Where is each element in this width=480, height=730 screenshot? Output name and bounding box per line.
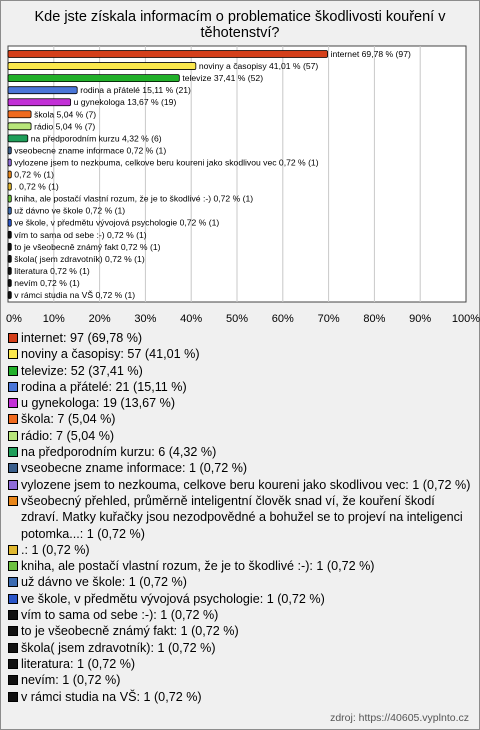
x-tick-label: 10% [42, 313, 65, 325]
bar-label: škola 5,04 % (7) [34, 109, 97, 120]
bar-label: rádio 5,04 % (7) [34, 121, 96, 132]
x-tick-label: 20% [88, 313, 111, 325]
legend-item [8, 574, 472, 590]
legend-item [8, 672, 472, 688]
bar-label: ve škole, v předmětu vývojová psychologie 0,72 % (1) [14, 217, 220, 228]
bar-label: rodina a přátelé 15,11 % (21) [80, 85, 191, 96]
legend-item [8, 395, 472, 411]
legend-item [8, 379, 472, 395]
legend-label: na předporodním kurzu: 6 (4,32 %) [21, 445, 217, 460]
bar [8, 292, 11, 299]
legend-swatch [8, 626, 18, 636]
bar [8, 243, 11, 250]
bar [8, 219, 11, 226]
bar-label: škola( jsem zdravotník) 0,72 % (1) [14, 253, 145, 264]
legend-label: ve škole, v předmětu vývojová psychologie: 1 (0,72 %) [21, 591, 325, 606]
bar [8, 123, 31, 130]
bar-label: internet 69,78 % (97) [330, 49, 411, 60]
legend-label: u gynekologa: 19 (13,67 %) [21, 396, 176, 411]
legend-swatch [8, 366, 18, 376]
bar [8, 267, 11, 274]
legend-label: literatura: 1 (0,72 %) [21, 656, 136, 671]
legend-swatch [8, 333, 18, 343]
legend-swatch [8, 480, 18, 490]
legend-label: všeobecný přehled, průměrně inteligentní člověk snad ví, že kouření škodí zdraví. Matky kuřačky jsou nezodpovědné a bohužel se to projeví na inteligenci potomka...: 1 (0,72 %) [21, 493, 463, 541]
legend-swatch [8, 675, 18, 685]
legend-item [8, 656, 472, 672]
bar-label: vylozene jsem to nezkouma, celkove beru koureni jako skodlivou vec 0,72 % (1) [14, 157, 319, 168]
legend-label: rodina a přátelé: 21 (15,11 %) [21, 379, 187, 394]
legend-item [8, 428, 472, 444]
bar-label: noviny a časopisy 41,01 % (57) [198, 61, 319, 72]
bar-label: . 0,72 % (1) [14, 181, 59, 192]
legend-swatch [8, 349, 18, 359]
bar [8, 147, 11, 154]
legend-swatch [8, 496, 18, 506]
legend-swatch [8, 610, 18, 620]
legend-label: internet: 97 (69,78 %) [21, 331, 143, 345]
x-tick-label: 70% [317, 313, 340, 325]
legend-item [8, 493, 472, 542]
legend-swatch [8, 463, 18, 473]
legend-item [8, 411, 472, 427]
x-tick-label: 40% [180, 313, 203, 325]
bar-label: už dávno ve škole 0,72 % (1) [14, 205, 126, 216]
bar [8, 111, 31, 118]
bar [8, 255, 11, 262]
legend-label: kniha, ale postačí vlastní rozum, že je to škodlivé :-): 1 (0,72 %) [21, 559, 375, 574]
bar-label: to je všeobecně známý fakt 0,72 % (1) [14, 241, 161, 252]
legend-swatch [8, 659, 18, 669]
bar-label: vím to sama od sebe :-) 0,72 % (1) [14, 229, 147, 240]
chart-title: Kde jste získala informacím o problematice škodlivosti kouření v těhotenství? [34, 9, 446, 41]
legend-swatch [8, 398, 18, 408]
x-tick-label: 0% [6, 313, 22, 325]
bar-label: 0,72 % (1) [14, 169, 54, 180]
bar-label: televize 37,41 % (52) [182, 73, 264, 84]
legend-label: škola: 7 (5,04 %) [21, 412, 116, 427]
bar [8, 99, 71, 106]
x-tick-label: 100% [451, 313, 480, 325]
legend-item [8, 607, 472, 623]
legend-label: vím to sama od sebe :-): 1 (0,72 %) [21, 608, 219, 623]
legend-swatch [8, 594, 18, 604]
legend-label: v rámci studia na VŠ: 1 (0,72 %) [21, 689, 202, 704]
legend-swatch [8, 643, 18, 653]
legend-swatch [8, 431, 18, 441]
legend-label: vylozene jsem to nezkouma, celkove beru koureni jako skodlivou vec: 1 (0,72 %) [21, 477, 471, 492]
bar [8, 51, 328, 58]
bar-label: na předporodním kurzu 4,32 % (6) [30, 133, 162, 144]
legend-swatch [8, 382, 18, 392]
bar [8, 75, 179, 82]
legend-label: už dávno ve škole: 1 (0,72 %) [21, 575, 187, 590]
legend-label: to je všeobecně známý fakt: 1 (0,72 %) [21, 624, 239, 639]
legend-item [8, 444, 472, 460]
bar [8, 63, 196, 70]
legend-item [8, 542, 472, 558]
legend-item [8, 558, 472, 574]
bar [8, 171, 11, 178]
x-tick-label: 80% [363, 313, 386, 325]
bar-chart [0, 0, 480, 330]
legend-item [8, 623, 472, 639]
source-note: zdroj: https://40605.vyplnto.cz [330, 712, 469, 724]
legend-swatch [8, 561, 18, 571]
x-tick-label: 50% [225, 313, 249, 325]
legend-swatch [8, 692, 18, 702]
legend-item [8, 640, 472, 656]
bar [8, 207, 11, 214]
chart-legend [8, 330, 472, 705]
bar [8, 195, 11, 202]
legend-label: nevím: 1 (0,72 %) [21, 673, 121, 688]
legend-item [8, 591, 472, 607]
bar [8, 87, 77, 94]
legend-item [8, 460, 472, 476]
legend-label: škola( jsem zdravotník): 1 (0,72 %) [21, 640, 216, 655]
bar-label: kniha, ale postačí vlastní rozum, že je to škodlivé :-) 0,72 % (1) [14, 193, 254, 204]
bar [8, 231, 11, 238]
legend-swatch [8, 545, 18, 555]
legend-item [8, 363, 472, 379]
bar-label: u gynekologa 13,67 % (19) [73, 97, 177, 108]
legend-label: vseobecne zname informace: 1 (0,72 %) [21, 461, 248, 476]
legend-label: .: 1 (0,72 %) [21, 542, 90, 557]
x-tick-label: 60% [271, 313, 294, 325]
bar [8, 183, 11, 190]
legend-label: noviny a časopisy: 57 (41,01 %) [21, 347, 200, 362]
bar [8, 279, 11, 286]
bar [8, 159, 11, 166]
bar-label: vseobecne zname informace 0,72 % (1) [14, 145, 167, 156]
bar-label: literatura 0,72 % (1) [14, 265, 90, 276]
legend-item [8, 689, 472, 705]
legend-swatch [8, 577, 18, 587]
x-tick-label: 90% [409, 313, 432, 325]
legend-swatch [8, 414, 18, 424]
legend-swatch [8, 447, 18, 457]
bar [8, 135, 28, 142]
legend-item [8, 330, 472, 346]
legend-item [8, 346, 472, 362]
bar-label: nevím 0,72 % (1) [14, 277, 80, 288]
bar-label: v rámci studia na VŠ 0,72 % (1) [14, 290, 136, 301]
legend-item [8, 477, 472, 493]
legend-label: televize: 52 (37,41 %) [21, 363, 143, 378]
x-tick-label: 30% [134, 313, 157, 325]
legend-label: rádio: 7 (5,04 %) [21, 428, 115, 443]
